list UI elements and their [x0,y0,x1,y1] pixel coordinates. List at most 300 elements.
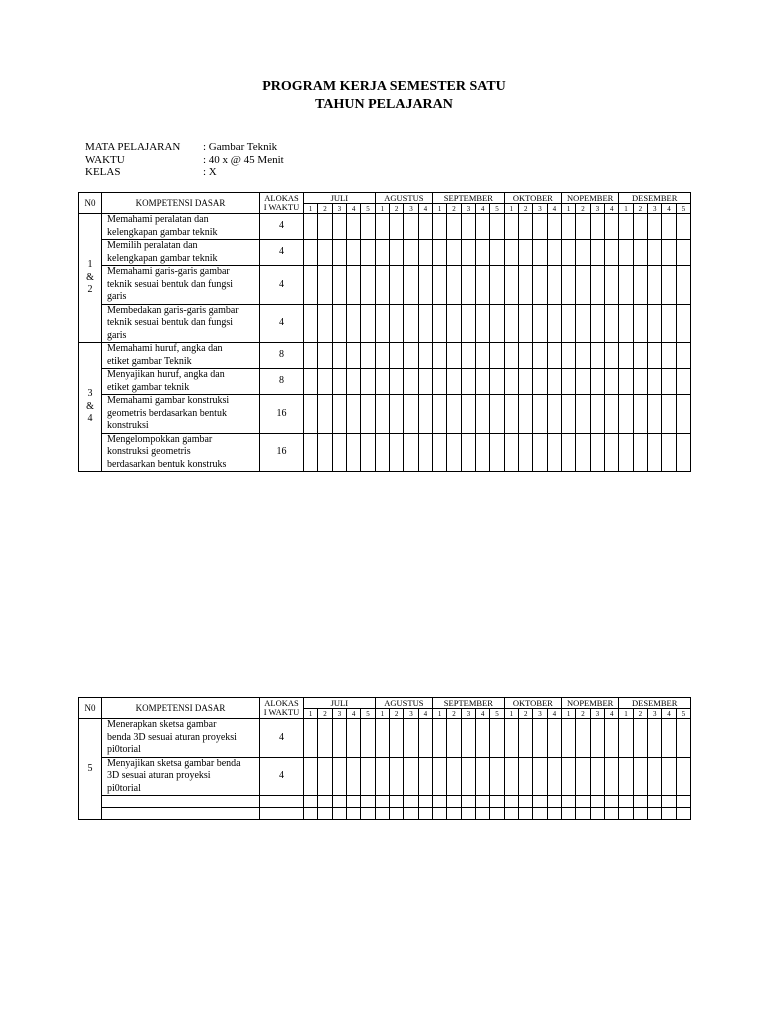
kompetensi-cell [102,240,260,266]
week-cell [519,343,533,369]
week-cell [576,433,590,472]
week-cell [433,395,447,434]
week-cell [576,266,590,305]
week-cell [576,395,590,434]
week-cell [332,214,346,240]
week-cell [605,240,619,266]
week-cell [447,395,461,434]
header-week: 1 [433,204,447,214]
week-cell [318,369,332,395]
week-cell [519,757,533,796]
week-cell [304,304,318,343]
week-cell [318,266,332,305]
week-cell [533,304,547,343]
week-cell [346,433,360,472]
header-no: N0 [79,193,102,214]
week-cell [361,808,375,820]
week-cell [346,719,360,758]
week-cell [390,719,404,758]
week-cell [590,433,604,472]
week-cell [346,808,360,820]
header-week: 1 [375,709,389,719]
week-cell [361,719,375,758]
header-week: 2 [447,709,461,719]
week-cell [318,808,332,820]
week-cell [662,266,676,305]
week-cell [533,796,547,808]
week-cell [433,266,447,305]
group-number-line: 3 [87,388,93,400]
alokasi-cell: 4 [260,214,304,240]
week-cell [533,266,547,305]
week-cell [318,343,332,369]
week-cell [404,369,418,395]
week-cell [504,304,518,343]
week-cell [676,266,690,305]
week-cell [633,369,647,395]
week-cell [418,266,432,305]
header-week: 3 [404,204,418,214]
week-cell [504,433,518,472]
alokasi-cell: 4 [260,757,304,796]
week-cell [390,796,404,808]
week-cell [304,433,318,472]
kompetensi-line: Menyajikan huruf, angka dan [107,369,225,380]
week-cell [418,214,432,240]
week-cell [590,304,604,343]
group-number-line: & [86,400,94,412]
week-cell [648,240,662,266]
week-cell [562,796,576,808]
week-cell [519,266,533,305]
week-cell [390,240,404,266]
week-cell [619,757,633,796]
week-cell [404,240,418,266]
alokasi-cell [260,808,304,820]
week-cell [318,719,332,758]
week-cell [648,757,662,796]
week-cell [447,433,461,472]
week-cell [361,214,375,240]
week-cell [676,369,690,395]
header-week: 2 [318,204,332,214]
table-row [79,757,691,796]
week-cell [433,240,447,266]
header-week: 3 [648,709,662,719]
week-cell [490,240,504,266]
header-week: 4 [418,204,432,214]
week-cell [476,808,490,820]
alokasi-cell: 16 [260,433,304,472]
week-cell [605,757,619,796]
week-cell [590,214,604,240]
header-week: 2 [390,204,404,214]
week-cell [633,796,647,808]
table-row [79,395,691,434]
header-alokasi [260,193,304,214]
week-cell [346,240,360,266]
group-number-line: 2 [87,284,93,296]
header-week: 4 [605,204,619,214]
week-cell [605,433,619,472]
week-cell [375,395,389,434]
week-cell [633,395,647,434]
header-week: 2 [519,204,533,214]
week-cell [318,214,332,240]
header-row [79,698,691,709]
header-week: 1 [304,204,318,214]
header-week: 4 [605,709,619,719]
week-cell [461,757,475,796]
week-cell [648,266,662,305]
week-cell [361,796,375,808]
week-cell [375,757,389,796]
week-cell [404,214,418,240]
week-cell [662,304,676,343]
week-cell [662,757,676,796]
week-cell [476,214,490,240]
header-month: AGUSTUS [375,193,432,204]
week-cell [533,757,547,796]
week-cell [504,796,518,808]
table-row [79,343,691,369]
week-cell [562,266,576,305]
week-cell [361,304,375,343]
header-month: JULI [304,193,376,204]
header-kompetensi: KOMPETENSI DASAR [102,193,260,214]
week-cell [461,369,475,395]
header-week: 3 [404,709,418,719]
week-cell [519,304,533,343]
week-cell [332,433,346,472]
week-cell [633,304,647,343]
week-cell [304,808,318,820]
alokasi-cell: 4 [260,304,304,343]
header-week: 2 [318,709,332,719]
week-cell [404,395,418,434]
week-cell [461,266,475,305]
group-number-line: & [86,271,94,283]
week-cell [504,369,518,395]
week-cell [332,240,346,266]
week-cell [519,808,533,820]
week-cell [418,343,432,369]
week-cell [390,266,404,305]
kompetensi-cell [102,433,260,472]
week-cell [662,214,676,240]
week-cell [390,304,404,343]
week-cell [418,369,432,395]
week-cell [433,757,447,796]
week-cell [433,796,447,808]
week-cell [576,757,590,796]
header-week: 1 [504,709,518,719]
week-cell [304,369,318,395]
week-cell [490,433,504,472]
week-cell [461,719,475,758]
week-cell [490,343,504,369]
header-week: 1 [619,709,633,719]
kompetensi-line: geometris berdasarkan bentuk [107,407,227,419]
week-cell [476,433,490,472]
week-cell [648,369,662,395]
week-cell [576,304,590,343]
meta-label: MATA PELAJARAN [85,141,181,153]
kompetensi-line: kelengkapan gambar teknik [107,226,218,238]
week-cell [619,395,633,434]
header-month: NOPEMBER [562,193,619,204]
alokasi-cell: 16 [260,395,304,434]
week-cell [447,304,461,343]
week-cell [390,395,404,434]
week-cell [476,796,490,808]
week-cell [633,240,647,266]
header-week: 3 [590,709,604,719]
week-cell [433,433,447,472]
week-cell [346,304,360,343]
header-alokasi-line: I WAKTU [263,202,300,212]
week-cell [404,343,418,369]
week-cell [648,796,662,808]
table-row [79,796,691,808]
week-cell [662,369,676,395]
week-cell [476,343,490,369]
week-cell [676,343,690,369]
week-cell [504,266,518,305]
week-cell [461,214,475,240]
week-cell [605,266,619,305]
week-cell [519,395,533,434]
header-week: 1 [562,709,576,719]
week-cell [461,433,475,472]
week-cell [519,240,533,266]
kompetensi-line: Memahami huruf, angka dan [107,343,223,354]
week-cell [304,214,318,240]
week-cell [648,719,662,758]
week-cell [590,395,604,434]
week-cell [390,369,404,395]
week-cell [576,796,590,808]
kompetensi-line: pi0torial [107,782,141,794]
week-cell [447,369,461,395]
week-cell [375,266,389,305]
week-cell [447,266,461,305]
page-subtitle: TAHUN PELAJARAN [315,97,453,112]
kompetensi-line: Memahami garis-garis gambar [107,266,230,277]
page-title: PROGRAM KERJA SEMESTER SATU [262,79,506,94]
week-cell [404,266,418,305]
week-cell [318,757,332,796]
week-cell [375,719,389,758]
week-cell [662,395,676,434]
meta-value: : Gambar Teknik [203,141,278,153]
week-cell [590,240,604,266]
alokasi-cell: 4 [260,719,304,758]
week-cell [562,304,576,343]
week-cell [404,304,418,343]
week-cell [547,796,561,808]
week-cell [648,343,662,369]
header-kompetensi: KOMPETENSI DASAR [102,698,260,719]
week-cell [490,808,504,820]
header-alokasi-line: ALOKAS [264,193,299,203]
kompetensi-line: garis [107,329,127,341]
header-month: SEPTEMBER [433,193,505,204]
week-cell [404,719,418,758]
week-cell [375,796,389,808]
week-cell [490,214,504,240]
week-cell [375,343,389,369]
week-cell [346,796,360,808]
header-week: 3 [590,204,604,214]
week-cell [476,304,490,343]
header-week: 4 [547,204,561,214]
meta-label: WAKTU [85,153,125,166]
week-cell [447,343,461,369]
week-cell [562,369,576,395]
week-cell [490,757,504,796]
week-cell [375,214,389,240]
week-cell [533,240,547,266]
week-cell [490,719,504,758]
week-cell [547,214,561,240]
week-cell [375,433,389,472]
header-week: 5 [361,204,375,214]
week-cell [490,395,504,434]
week-cell [304,719,318,758]
week-cell [533,808,547,820]
week-cell [461,304,475,343]
week-cell [576,808,590,820]
week-cell [562,757,576,796]
week-cell [619,719,633,758]
week-cell [346,214,360,240]
week-cell [648,214,662,240]
kompetensi-cell [102,266,260,305]
week-cell [662,240,676,266]
week-cell [619,304,633,343]
kompetensi-line: etiket gambar teknik [107,381,190,393]
header-month: AGUSTUS [375,698,432,709]
header-week: 3 [332,204,346,214]
week-cell [590,343,604,369]
alokasi-cell: 4 [260,240,304,266]
kompetensi-cell [102,719,260,758]
week-cell [318,796,332,808]
header-week: 2 [633,709,647,719]
week-cell [318,433,332,472]
week-cell [619,796,633,808]
week-cell [648,395,662,434]
header-week: 2 [519,709,533,719]
week-cell [547,369,561,395]
header-week: 2 [447,204,461,214]
week-cell [605,395,619,434]
week-cell [433,214,447,240]
meta-row-class [85,166,284,179]
kompetensi-cell [102,808,260,820]
header-row [79,193,691,204]
group-number-line: 4 [87,413,93,425]
week-cell [504,395,518,434]
week-cell [418,304,432,343]
week-cell [504,214,518,240]
header-no: N0 [79,698,102,719]
week-cell [318,240,332,266]
kompetensi-line: konstruksi geometris [107,446,191,457]
kompetensi-line: konstruksi [107,420,149,431]
header-week: 1 [304,709,318,719]
week-cell [662,343,676,369]
meta-value: : X [203,166,217,178]
week-cell [490,266,504,305]
week-cell [447,808,461,820]
week-cell [304,266,318,305]
meta-info [85,141,284,179]
week-cell [676,796,690,808]
week-cell [648,304,662,343]
week-cell [390,214,404,240]
week-cell [562,343,576,369]
header-week: 4 [346,709,360,719]
header-week: 1 [619,204,633,214]
week-cell [418,240,432,266]
week-cell [519,369,533,395]
week-cell [418,719,432,758]
week-cell [504,343,518,369]
header-alokasi-line: ALOKAS [264,698,299,708]
week-cell [447,757,461,796]
week-cell [418,395,432,434]
header-week: 3 [461,204,475,214]
kompetensi-cell [102,757,260,796]
week-cell [619,343,633,369]
week-cell [662,719,676,758]
week-cell [605,304,619,343]
header-week: 4 [547,709,561,719]
week-cell [504,808,518,820]
header-week: 1 [375,204,389,214]
week-cell [490,796,504,808]
week-cell [490,304,504,343]
week-cell [633,214,647,240]
week-cell [433,719,447,758]
week-cell [519,433,533,472]
week-cell [590,369,604,395]
week-cell [304,343,318,369]
week-cell [662,433,676,472]
week-cell [676,433,690,472]
week-cell [490,369,504,395]
week-cell [605,343,619,369]
alokasi-cell: 4 [260,266,304,305]
week-cell [332,808,346,820]
week-cell [361,433,375,472]
week-cell [404,433,418,472]
kompetensi-cell [102,395,260,434]
header-week: 2 [390,709,404,719]
week-cell [619,808,633,820]
week-cell [619,214,633,240]
week-cell [662,808,676,820]
group-number [79,343,102,472]
header-week: 5 [676,709,690,719]
header-week: 3 [533,204,547,214]
header-month: OKTOBER [504,698,561,709]
week-cell [504,757,518,796]
week-cell [461,808,475,820]
week-cell [533,719,547,758]
